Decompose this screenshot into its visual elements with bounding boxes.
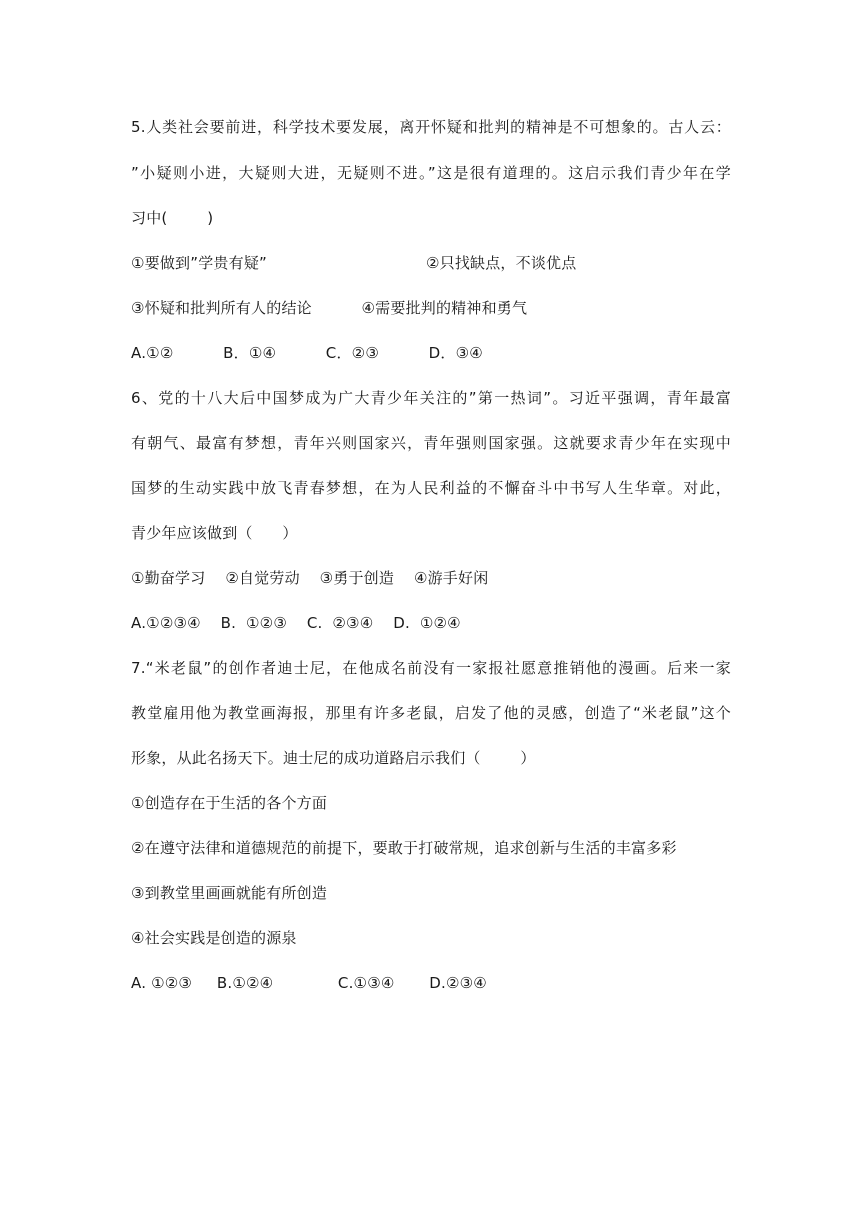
q7-answer-choices: A. ①②③ B.①②④ C.①③④ D.②③④ <box>131 974 487 992</box>
q7-stem-line-1: 7.“米老鼠”的创作者迪士尼，在他成名前没有一家报社愿意推销他的漫画。后来一家 <box>131 659 731 677</box>
q7-option-line-3: ③到教堂里画画就能有所创造 <box>131 884 328 902</box>
q7-option-line-4: ④社会实践是创造的源泉 <box>131 929 297 947</box>
q7-option-line-1: ①创造存在于生活的各个方面 <box>131 794 328 812</box>
q6-option-line-1: ①勤奋学习 ②自觉劳动 ③勇于创造 ④游手好闲 <box>131 569 489 587</box>
q5-answer-choices: A.①② B．①④ C．②③ D．③④ <box>131 344 483 362</box>
q6-answer-choices: A.①②③④ B. ①②③ C. ②③④ D. ①②④ <box>131 614 461 632</box>
q5-stem-line-2: ”小疑则小进，大疑则大进，无疑则不进。”这是很有道理的。这启示我们青少年在学 <box>131 164 731 182</box>
q5-option-line-2: ③怀疑和批判所有人的结论 ④需要批判的精神和勇气 <box>131 299 528 317</box>
q7-stem-line-2: 教堂雇用他为教堂画海报，那里有许多老鼠，启发了他的灵感，创造了“米老鼠”这个 <box>131 704 731 722</box>
q5-stem-line-1: 5.人类社会要前进，科学技术要发展，离开怀疑和批判的精神是不可想象的。古人云： <box>131 118 731 136</box>
q6-stem-line-1: 6、党的十八大后中国梦成为广大青少年关注的”第一热词”。习近平强调，青年最富 <box>131 389 731 407</box>
q6-stem-line-2: 有朝气、最富有梦想，青年兴则国家兴，青年强则国家强。这就要求青少年在实现中 <box>131 434 731 452</box>
q5-option-line-1: ①要做到”学贵有疑” ②只找缺点，不谈优点 <box>131 254 577 272</box>
q7-option-line-2: ②在遵守法律和道德规范的前提下，要敢于打破常规，追求创新与生活的丰富多彩 <box>131 839 677 857</box>
q5-stem-line-3: 习中( ) <box>131 209 214 227</box>
q7-stem-line-3: 形象，从此名扬天下。迪士尼的成功道路启示我们（ ） <box>131 749 536 767</box>
q6-stem-line-4: 青少年应该做到（ ） <box>131 524 298 542</box>
q6-stem-line-3: 国梦的生动实践中放飞青春梦想，在为人民利益的不懈奋斗中书写人生华章。对此， <box>131 479 731 497</box>
